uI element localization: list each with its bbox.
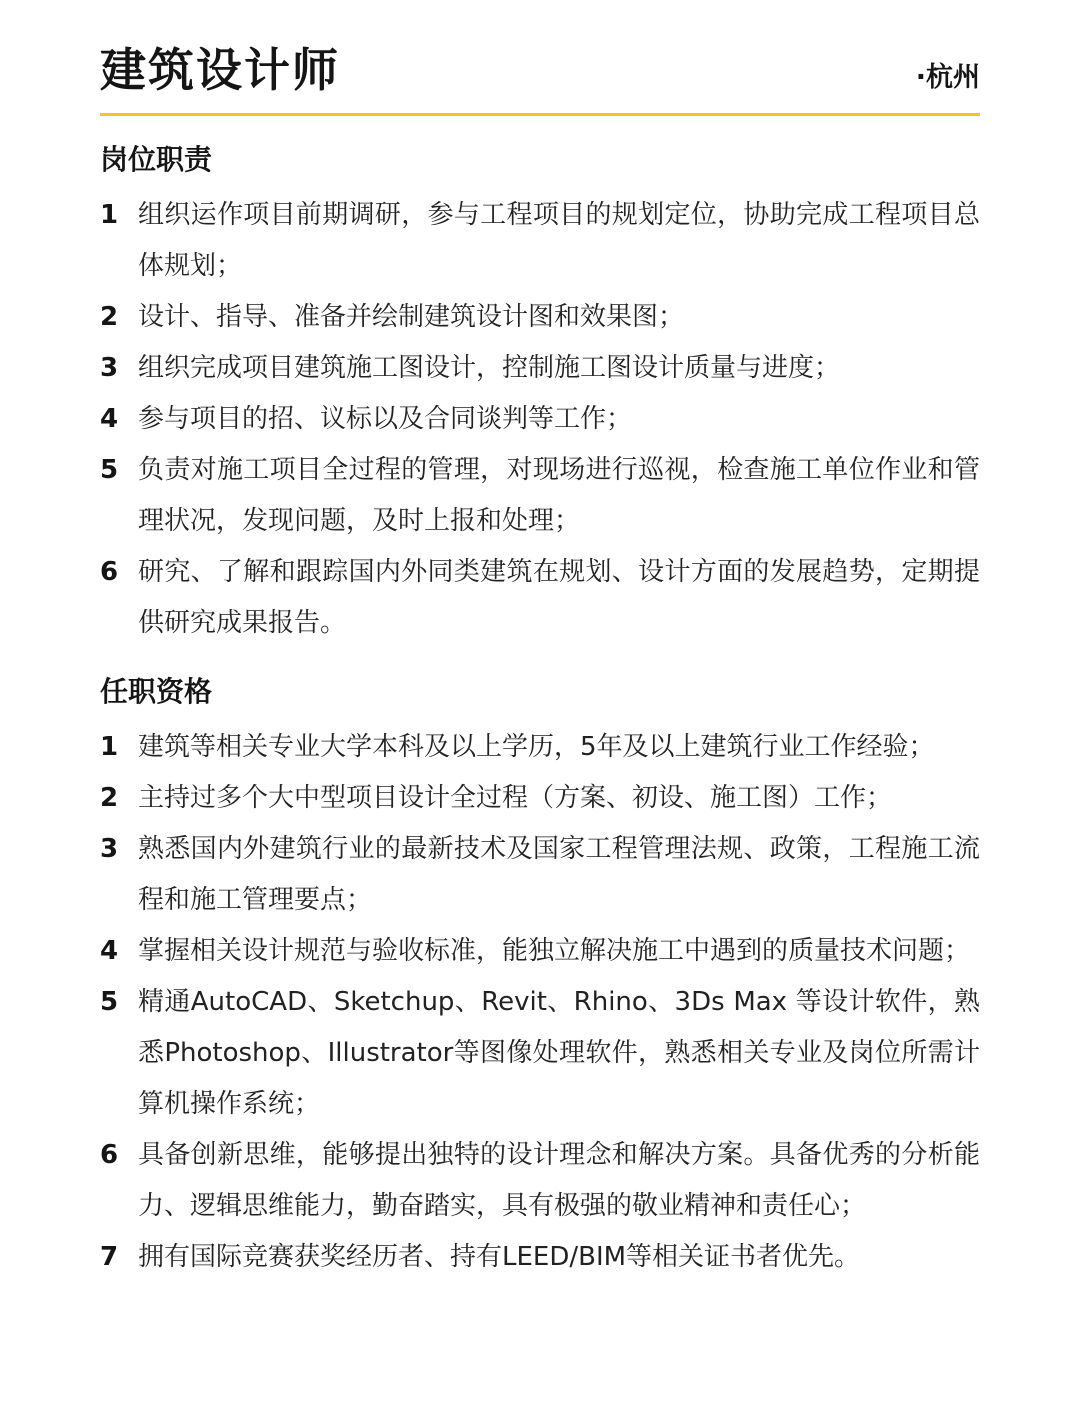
item-text: 拥有国际竞赛获奖经历者、持有LEED/BIM等相关证书者优先。 — [138, 1242, 861, 1272]
qualification-item — [100, 773, 980, 824]
item-text: 负责对施工项目全过程的管理，对现场进行巡视，检查施工单位作业和管理状况，发现问题，及时上报和处理； — [138, 455, 980, 536]
qualification-item — [100, 824, 980, 926]
duty-item — [100, 445, 980, 547]
item-text: 组织运作项目前期调研，参与工程项目的规划定位，协助完成工程项目总体规划； — [138, 200, 980, 281]
duty-item — [100, 547, 980, 649]
item-number: 5 — [100, 987, 119, 1017]
item-text: 建筑等相关专业大学本科及以上学历，5年及以上建筑行业工作经验； — [138, 732, 935, 762]
item-text: 主持过多个大中型项目设计全过程（方案、初设、施工图）工作； — [138, 783, 893, 813]
item-text: 熟悉国内外建筑行业的最新技术及国家工程管理法规、政策，工程施工流程和施工管理要点； — [138, 834, 980, 915]
item-number: 2 — [100, 783, 119, 813]
item-text: 研究、了解和跟踪国内外同类建筑在规划、设计方面的发展趋势，定期提供研究成果报告。 — [138, 557, 980, 638]
section-title-qualifications: 任职资格 — [100, 675, 213, 708]
section-title-duties: 岗位职责 — [100, 143, 213, 176]
qualification-item — [100, 1130, 980, 1232]
duty-item — [100, 190, 980, 292]
qualification-item — [100, 1232, 980, 1283]
duty-item — [100, 343, 980, 394]
item-number: 1 — [100, 732, 119, 762]
header-divider — [100, 113, 980, 116]
duties-section — [100, 140, 980, 649]
item-text: 具备创新思维，能够提出独特的设计理念和解决方案。具备优秀的分析能力、逻辑思维能力，勤奋踏实，具有极强的敬业精神和责任心； — [138, 1140, 980, 1221]
item-number: 7 — [100, 1242, 119, 1272]
item-text: 设计、指导、准备并绘制建筑设计图和效果图； — [138, 302, 685, 332]
qualification-item — [100, 977, 980, 1130]
item-number: 3 — [100, 353, 119, 383]
item-number: 3 — [100, 834, 119, 864]
item-number: 5 — [100, 455, 119, 485]
duty-item — [100, 394, 980, 445]
item-text: 掌握相关设计规范与验收标准，能独立解决施工中遇到的质量技术问题； — [138, 936, 971, 966]
item-text: 参与项目的招、议标以及合同谈判等工作； — [138, 404, 633, 434]
item-text: 组织完成项目建筑施工图设计，控制施工图设计质量与进度； — [138, 353, 841, 383]
item-number: 1 — [100, 200, 119, 230]
job-location: ·杭州 — [915, 62, 980, 93]
page-header — [100, 38, 980, 114]
item-number: 2 — [100, 302, 119, 332]
qualifications-section — [100, 672, 980, 1283]
qualification-item — [100, 926, 980, 977]
qualification-item — [100, 722, 980, 773]
job-title: 建筑设计师 — [100, 43, 340, 97]
item-number: 6 — [100, 557, 119, 587]
duty-item — [100, 292, 980, 343]
item-number: 6 — [100, 1140, 119, 1170]
item-text: 精通AutoCAD、Sketchup、Revit、Rhino、3Ds Max 等设计软件，熟悉Photoshop、Illustrator等图像处理软件，熟悉相关专业及岗位所需计算机操作系统； — [138, 987, 980, 1119]
item-number: 4 — [100, 404, 119, 434]
item-number: 4 — [100, 936, 119, 966]
